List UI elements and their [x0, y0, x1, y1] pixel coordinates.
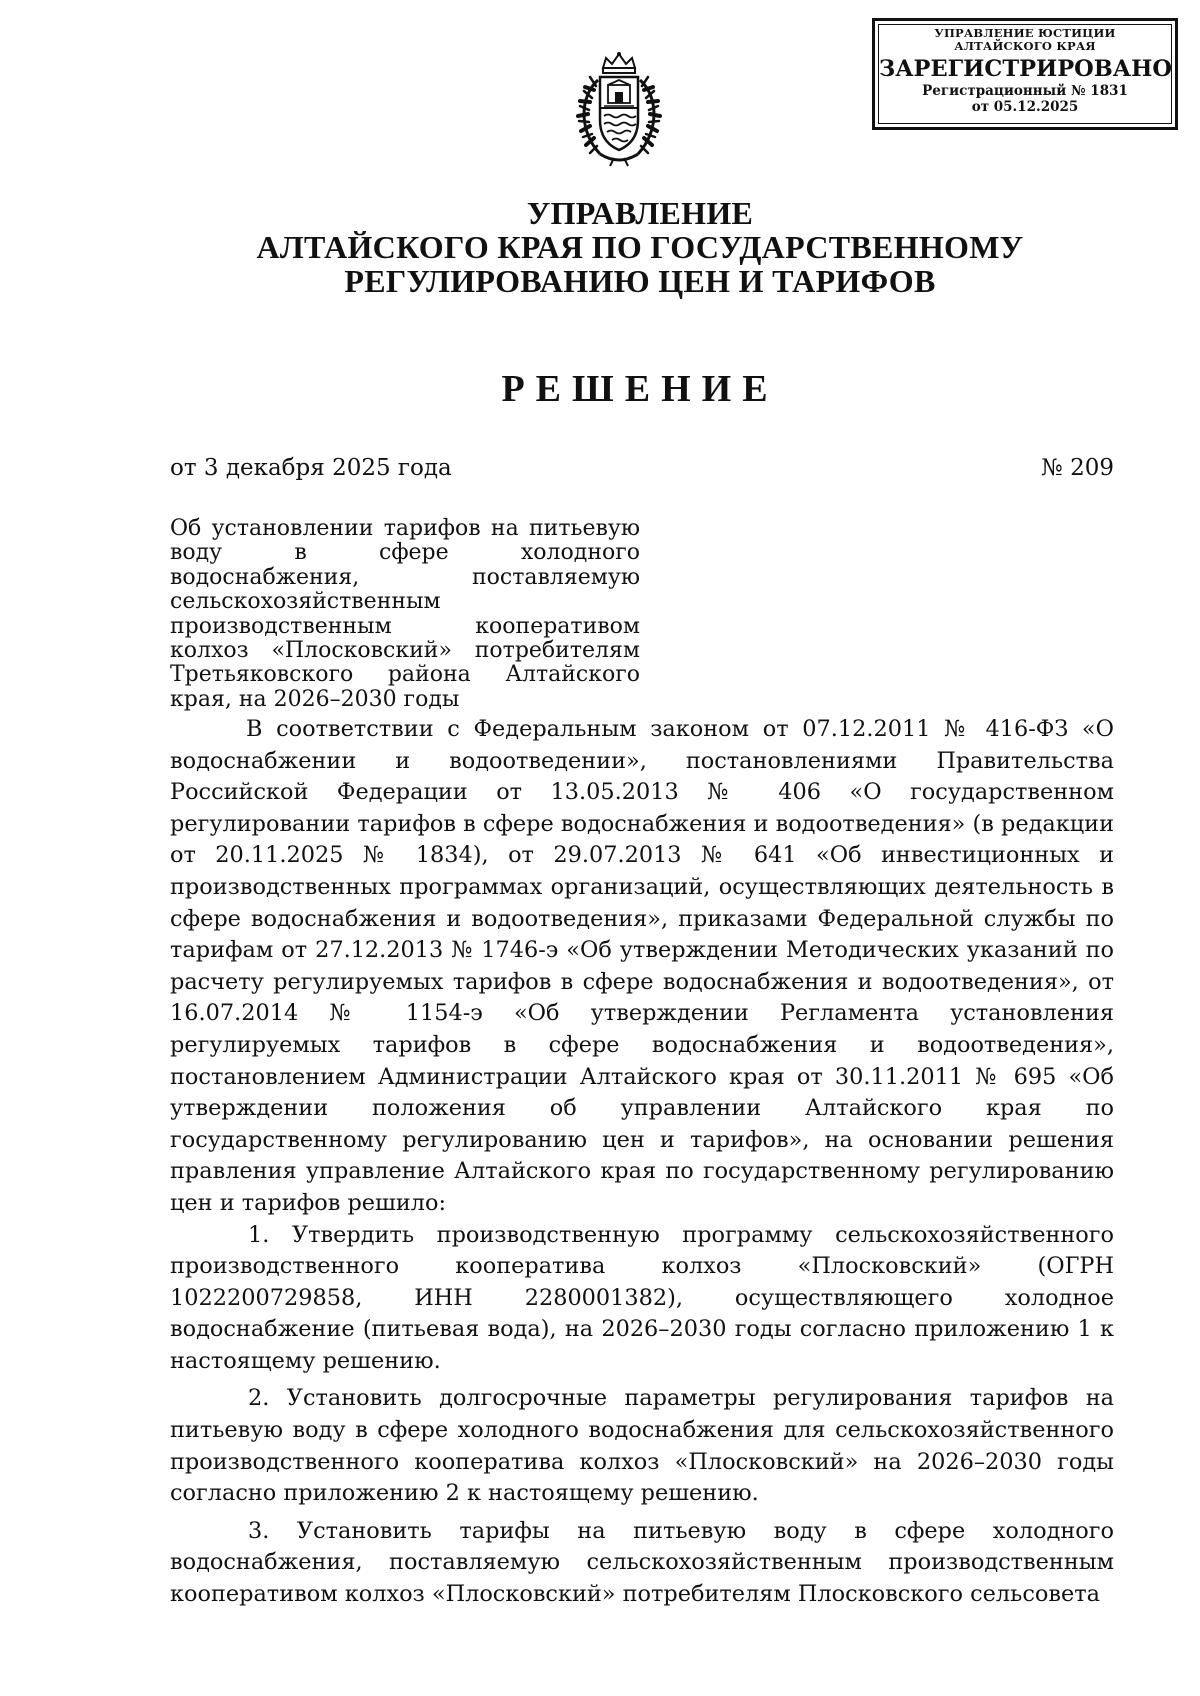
- document-date: от 3 декабря 2025 года: [170, 455, 452, 481]
- document-type-title: РЕШЕНИЕ: [501, 368, 779, 410]
- stamp-reg-date: от 05.12.2025: [971, 99, 1079, 115]
- document-number: № 209: [1041, 455, 1114, 481]
- stamp-status: ЗАРЕГИСТРИРОВАНО: [879, 56, 1172, 82]
- registration-stamp: [872, 18, 1178, 130]
- date-number-line: [170, 454, 1114, 482]
- authority-header: [120, 196, 1160, 298]
- header-line1: УПРАВЛЕНИЕ: [526, 195, 754, 231]
- stamp-org-line2: АЛТАЙСКОГО КРАЯ: [954, 39, 1096, 53]
- stamp-reg-number: Регистрационный № 1831: [922, 83, 1128, 99]
- body-item-2: 2. Установить долгосрочные параметры регулирования тарифов на питьевую воду в сфере холодного водоснабжения для сельскохозяйственного производственного кооператива колхоз «Плосковский» на 2026–2030 годы согласно приложению 2 к настоящему решению.: [170, 1385, 1114, 1507]
- body-item-1: 1. Утвердить производственную программу сельскохозяйственного производственного кооператива колхоз «Плосковский» (ОГРН 1022200729858, ИНН 2280001382), осуществляющего холодное водоснабжение (питьевая вода), на 2026–2030 годы согласно приложению 1 к настоящему решению.: [170, 1221, 1114, 1374]
- altai-krai-coat-of-arms-icon: [570, 50, 668, 168]
- header-line2: АЛТАЙСКОГО КРАЯ ПО ГОСУДАРСТВЕННОМУ: [256, 229, 1024, 265]
- body-preamble: В соответствии с Федеральным законом от 07.12.2011 № 416-ФЗ «О водоснабжении и водоотведении», постановлениями Правительства Российской Федерации от 13.05.2013 № 406 «О государственном регулировании тарифов в сфере водоснабжения и водоотведения» (в редакции от 20.11.2025 № 1834), от 29.07.2013 № 641 «Об инвестиционных и производственных программах организаций, осуществляющих деятельность в сфере водоснабжения и водоотведения», приказами Федеральной службы по тарифам от 27.12.2013 № 1746-э «Об утверждении Методических указаний по расчету регулируемых тарифов в сфере водоснабжения и водоотведения», от 16.07.2014 № 1154-э «Об утверждении Регламента установления регулируемых тарифов в сфере водоснабжения и водоотведения», постановлением Администрации Алтайского края от 30.11.2011 № 695 «Об утверждении положения об управлении Алтайского края по государственному регулированию цен и тарифов», на основании решения правления управление Алтайского края по государственному регулированию цен и тарифов решило:: [170, 716, 1114, 1216]
- registration-stamp-inner: [878, 24, 1172, 124]
- document-subject: Об установлении тарифов на питьевую воду в сфере холодного водоснабжения, поставляемую сельскохозяйственным производственным кооперативом колхоз «Плосковский» потребителям Третьяковского района Алтайского края, на 2026–2030 годы: [170, 516, 640, 712]
- document-body: [170, 714, 1114, 1611]
- body-item-3: 3. Установить тарифы на питьевую воду в сфере холодного водоснабжения, поставляемую сельскохозяйственным производственным кооперативом колхоз «Плосковский» потребителям Плосковского сельсовета: [170, 1517, 1114, 1608]
- header-line3: РЕГУЛИРОВАНИЮ ЦЕН И ТАРИФОВ: [344, 263, 936, 299]
- stamp-org-line1: УПРАВЛЕНИЕ ЮСТИЦИИ: [934, 26, 1116, 40]
